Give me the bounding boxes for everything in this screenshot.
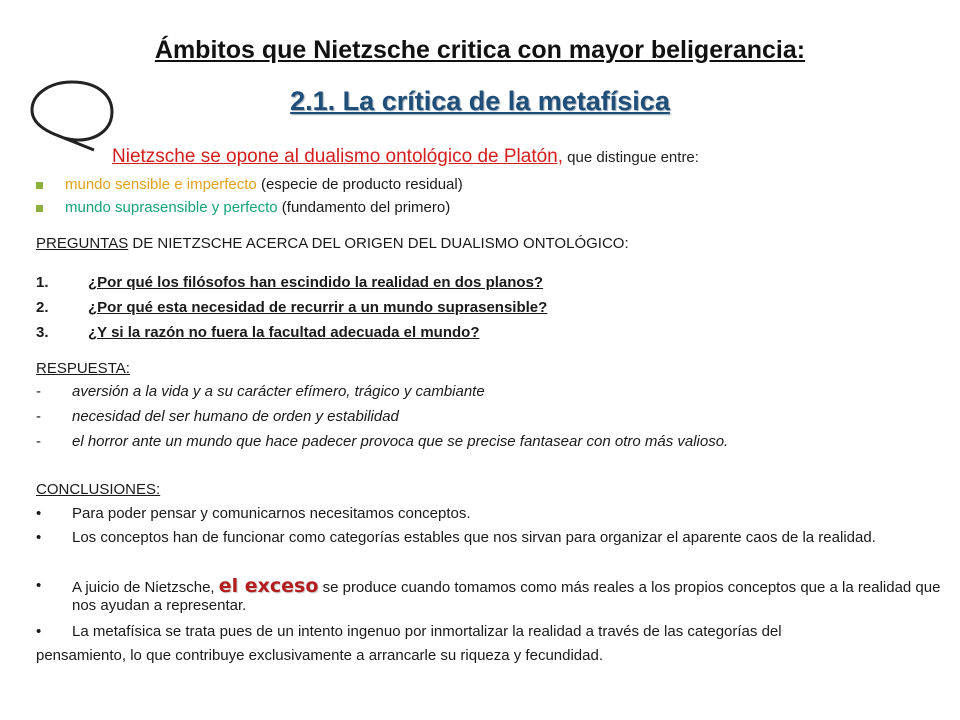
world-item: mundo sensible e imperfecto (especie de producto residual) bbox=[36, 176, 463, 193]
exceso-highlight: el exceso bbox=[218, 575, 319, 597]
bullet-icon: • bbox=[36, 577, 42, 594]
slide-title: Ámbitos que Nietzsche critica con mayor beligerancia: bbox=[154, 36, 806, 64]
answer-item: - necesidad del ser humano de orden y estabilidad bbox=[36, 408, 399, 425]
slide: Ámbitos que Nietzsche critica con mayor beligerancia: 2.1. La crítica de la metafísica Nietzsche se opone al dualismo ontológico de Platón, que distingue entre: mundo sensible e imperfecto (especie de producto residual) mundo suprasensible y perfecto (fundamento del primero) PREGUNTAS DE NIETZSCHE ACERCA DEL ORIGEN DEL DUALISMO ONTOLÓGICO: 1. ¿Por qué los filósofos han escindido la realidad en dos planos? 2. ¿Por qué esta necesidad de recurrir a un mundo suprasensible? 3. ¿Y si la razón no fuera la facultad adecuada el mundo? RESPUESTA: - aversión a la vida y a su carácter efímero, trágico y cambiante - necesidad del ser humano de orden y estabilidad - el horror ante un mundo que hace padecer provoca que se precise fantasear con otro más valioso. CONCLUSIONES: • Para poder pensar y comunicarnos necesitamos conceptos. • Los conceptos han de funcionar como categorías estables que nos sirvan para organizar el aparente caos de la realidad. • A juicio de Nietzsche, el exceso se produce cuando tomamos como más reales a los propios conceptos que a la realidad que nos ayudan a representar. • La metafísica se trata pues de un intento ingenuo por inmortalizar la realidad a través de las categorías del pensamiento, lo que contribuye exclusivamente a arrancarle su riqueza y fecundidad. bbox=[0, 0, 960, 720]
thesis-rest: que distingue entre: bbox=[563, 149, 699, 166]
bullet-icon: • bbox=[36, 529, 42, 546]
thesis-line bbox=[112, 146, 699, 168]
slide-subtitle: 2.1. La crítica de la metafísica bbox=[290, 86, 670, 116]
question-item: 2. ¿Por qué esta necesidad de recurrir a un mundo suprasensible? bbox=[36, 299, 548, 316]
conclusiones-header: CONCLUSIONES: bbox=[36, 481, 161, 498]
bullet-icon: • bbox=[36, 623, 42, 640]
bullet-icon: • bbox=[36, 505, 42, 522]
square-bullet-icon bbox=[36, 205, 43, 212]
thesis-red: Nietzsche se opone al dualismo ontológico de Platón, bbox=[112, 146, 564, 167]
respuesta-header: RESPUESTA: bbox=[36, 360, 130, 377]
question-item: 3. ¿Y si la razón no fuera la facultad adecuada el mundo? bbox=[36, 324, 480, 341]
answer-item: - aversión a la vida y a su carácter efímero, trágico y cambiante bbox=[36, 383, 485, 400]
preguntas-header: PREGUNTAS DE NIETZSCHE ACERCA DEL ORIGEN DEL DUALISMO ONTOLÓGICO: bbox=[36, 235, 629, 252]
world-item: mundo suprasensible y perfecto (fundamento del primero) bbox=[36, 199, 450, 216]
answer-item: - el horror ante un mundo que hace padecer provoca que se precise fantasear con otro más valioso. bbox=[36, 433, 729, 450]
conclusion-continuation: pensamiento, lo que contribuye exclusivamente a arrancarle su riqueza y fecundidad. bbox=[36, 647, 603, 664]
square-bullet-icon bbox=[36, 182, 43, 189]
question-item: 1. ¿Por qué los filósofos han escindido la realidad en dos planos? bbox=[36, 274, 544, 291]
